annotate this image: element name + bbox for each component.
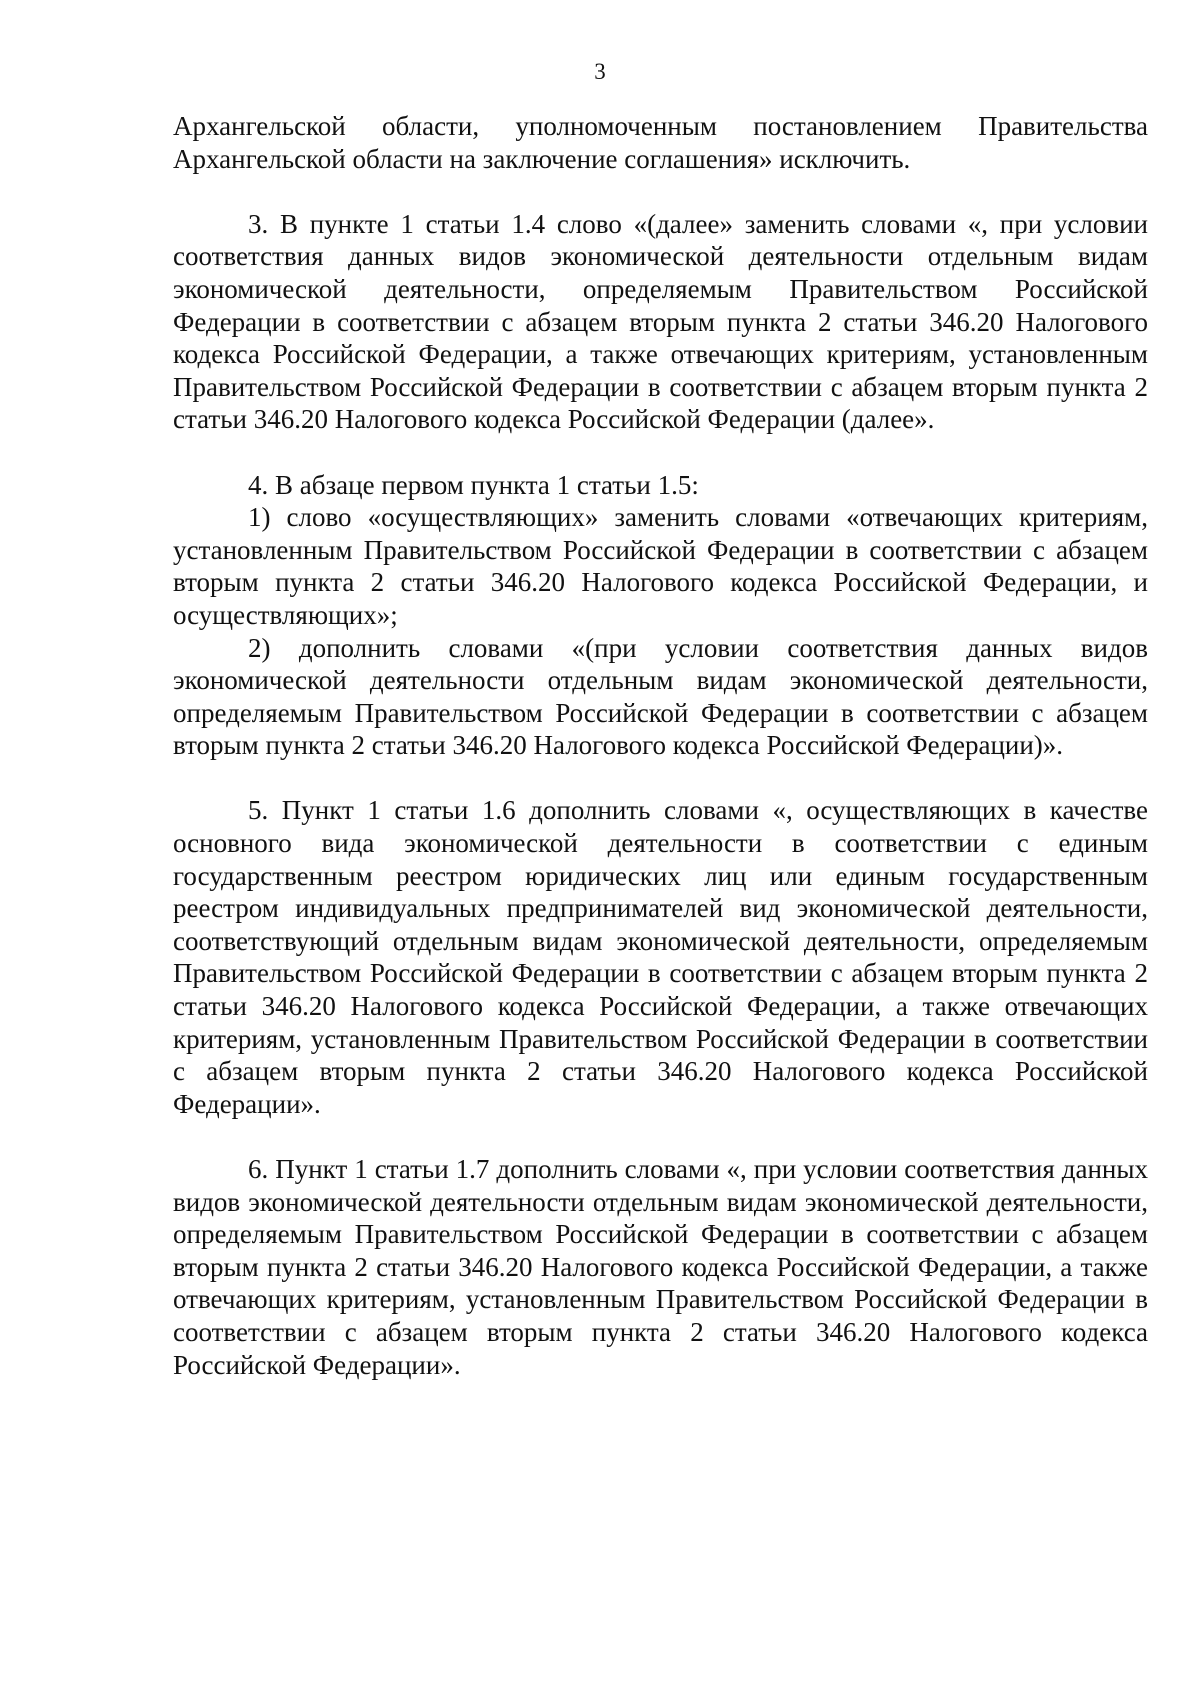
paragraph-item-5: 5. Пункт 1 статьи 1.6 дополнить словами «, осуществляющих в качестве основного вида экономической деятельности в соответствии с единым государственным реестром юридических лиц или единым государственным реестром индивидуальных предпринимателей вид экономической деятельности, соответствующий отдельным видам экономической деятельности, определяемым Правительством Российской Федерации в соответствии с абзацем вторым пункта 2 статьи 346.20 Налогового кодекса Российской Федерации, а также отвечающих критериям, установленным Правительством Российской Федерации в соответствии с абзацем вторым пункта 2 статьи 346.20 Налогового кодекса Российской Федерации». (173, 795, 1148, 1119)
paragraph-continuation: Архангельской области, уполномоченным постановлением Правительства Архангельской области на заключение соглашения» исключить. (173, 111, 1148, 174)
paragraph-item-4-1: 1) слово «осуществляющих» заменить словами «отвечающих критериям, установленным Правительством Российской Федерации в соответствии с абзацем вторым пункта 2 статьи 346.20 Налогового кодекса Российской Федерации, и осуществляющих»; (173, 502, 1148, 630)
paragraph-item-4: 4. В абзаце первом пункта 1 статьи 1.5: (248, 469, 699, 500)
document-body (173, 110, 1148, 1381)
paragraph-item-3: 3. В пункте 1 статьи 1.4 слово «(далее» заменить словами «, при условии соответствия данных видов экономической деятельности отдельным видам экономической деятельности, определяемым Правительством Российской Федерации в соответствии с абзацем вторым пункта 2 статьи 346.20 Налогового кодекса Российской Федерации, а также отвечающих критериям, установленным Правительством Российской Федерации в соответствии с абзацем вторым пункта 2 статьи 346.20 Налогового кодекса Российской Федерации (далее». (173, 208, 1148, 435)
paragraph-item-6: 6. Пункт 1 статьи 1.7 дополнить словами «, при условии соответствия данных видов экономической деятельности отдельным видам экономической деятельности, определяемым Правительством Российской Федерации в соответствии с абзацем вторым пункта 2 статьи 346.20 Налогового кодекса Российской Федерации, а также отвечающих критериям, установленным Правительством Российской Федерации в соответствии с абзацем вторым пункта 2 статьи 346.20 Налогового кодекса Российской Федерации». (173, 1154, 1148, 1380)
page-number: 3 (594, 59, 606, 84)
paragraph-item-4-2: 2) дополнить словами «(при условии соответствия данных видов экономической деятельности отдельным видам экономической деятельности, определяемым Правительством Российской Федерации в соответствии с абзацем вторым пункта 2 статьи 346.20 Налогового кодекса Российской Федерации)». (173, 632, 1148, 761)
